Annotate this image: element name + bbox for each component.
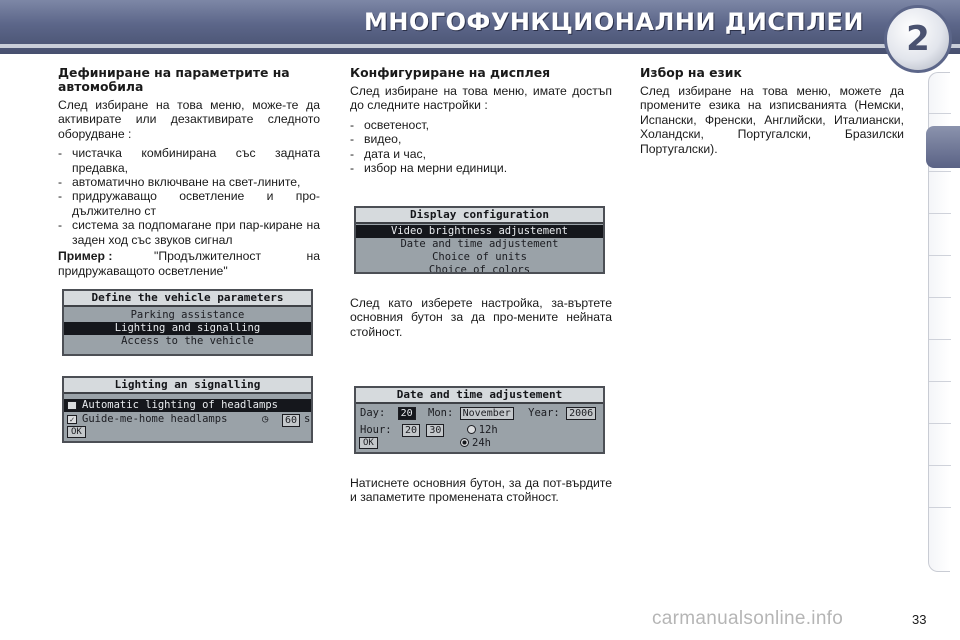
tab-divider — [929, 339, 951, 340]
checkbox-icon — [67, 401, 77, 410]
clock-icon: ◷ — [262, 413, 269, 425]
paragraph: След избиране на това меню, може-те да активирате или дезактивирате следното оборудване : — [58, 98, 320, 141]
tab-divider — [929, 113, 951, 114]
year-value: 2006 — [566, 407, 596, 420]
month-value: November — [460, 407, 514, 420]
option-label: Guide-me-home headlamps — [82, 413, 228, 425]
hour-value: 20 — [402, 424, 420, 437]
screen-title: Date and time adjustement — [356, 388, 603, 404]
page-number: 33 — [912, 612, 927, 627]
option-12h — [467, 424, 498, 436]
screen-date-time — [354, 386, 605, 454]
radio-icon — [467, 425, 476, 434]
menu-item: Access to the vehicle — [121, 335, 254, 347]
day-label: Day: — [360, 407, 386, 419]
hour-label: Hour: — [360, 424, 392, 436]
tab-divider — [929, 297, 951, 298]
chapter-badge — [884, 5, 952, 73]
column-vehicle-parameters — [58, 66, 320, 283]
screen-title: Lighting an signalling — [64, 378, 311, 394]
screen-title: Display configuration — [356, 208, 603, 224]
example-label: Пример : — [58, 249, 113, 264]
day-value: 20 — [398, 407, 416, 420]
menu-item-selected: Video brightness adjustement — [356, 225, 603, 238]
page-title: МНОГОФУНКЦИОНАЛНИ ДИСПЛЕИ — [363, 8, 864, 36]
screen-lighting — [62, 376, 313, 443]
list-item: - автоматично включване на свет-лините, — [58, 175, 320, 189]
option-24h — [460, 437, 491, 450]
option-24h-label: 24h — [472, 437, 491, 449]
chapter-number: 2 — [906, 19, 930, 59]
tab-divider — [929, 381, 951, 382]
paragraph: След избиране на това меню, имате достъп до следните настройки : — [350, 84, 612, 113]
section-heading: Избор на език — [640, 65, 742, 80]
list-item: - осветеност, — [350, 118, 612, 132]
header-stripe — [0, 44, 960, 48]
list-item: - избор на мерни единици. — [350, 161, 612, 175]
menu-item: Choice of colors — [428, 264, 531, 274]
paragraph: След избиране на това меню, можете да промените езика на изписванията (Немски, Испански, Френски, Английски, Италиански, Холандски, Португалски, Бразилски Португалски). — [640, 84, 904, 156]
screen-title: Define the vehicle parameters — [64, 291, 311, 307]
list-item: - придружаващо осветление и про-дължително ст — [58, 189, 320, 218]
column-display-config — [350, 66, 612, 177]
watermark: carmanualsonline.info — [652, 608, 844, 629]
menu-item: Choice of units — [432, 251, 527, 263]
equipment-list — [58, 146, 320, 247]
screen-display-configuration — [354, 206, 605, 274]
example-text: "Продължителност на придружаващото осветление" — [58, 249, 320, 278]
screen-vehicle-parameters — [62, 289, 313, 356]
month-label: Mon: — [428, 407, 454, 419]
option-12h-label: 12h — [478, 424, 498, 436]
menu-item: Date and time adjustement — [400, 238, 559, 250]
duration-unit: s — [304, 413, 311, 425]
year-label: Year: — [528, 407, 560, 419]
duration-value: 60 — [282, 414, 300, 427]
option-row-selected — [64, 399, 311, 412]
paragraph: Натиснете основния бутон, за да пот-върдите и запаметите променената стойност. — [350, 476, 612, 505]
date-row — [360, 407, 596, 420]
menu-item: Parking assistance — [130, 309, 245, 321]
section-heading: Конфигуриране на дисплея — [350, 65, 551, 80]
minute-value: 30 — [426, 424, 444, 437]
tab-divider — [929, 423, 951, 424]
column-language — [640, 66, 904, 161]
ok-button: OK — [67, 426, 86, 438]
ok-button: OK — [359, 437, 378, 449]
tab-divider — [929, 255, 951, 256]
tab-divider — [929, 171, 951, 172]
tab-divider — [929, 507, 951, 508]
option-label: Automatic lighting of headlamps — [82, 399, 278, 411]
list-item: - видео, — [350, 132, 612, 146]
tab-divider — [929, 465, 951, 466]
menu-item-selected: Lighting and signalling — [64, 322, 311, 335]
paragraph: След като изберете настройка, за-въртете основния бутон за да про-мените нейната стойност. — [350, 296, 612, 339]
list-item: - дата и час, — [350, 147, 612, 161]
option-row — [64, 413, 311, 426]
active-chapter-tab — [926, 126, 960, 168]
list-item: - система за подпомагане при пар-киране на заден ход със звуков сигнал — [58, 218, 320, 247]
hour-row — [360, 424, 498, 437]
settings-list — [350, 118, 612, 176]
radio-selected-icon — [460, 438, 469, 447]
paragraph-confirm — [350, 476, 612, 510]
tab-divider — [929, 213, 951, 214]
section-heading: Дефиниране на параметрите на автомобила — [58, 65, 290, 94]
paragraph-after-select — [350, 296, 612, 344]
checkbox-checked-icon: ✓ — [67, 415, 77, 424]
list-item: - чистачка комбинирана със задната предавка, — [58, 146, 320, 175]
